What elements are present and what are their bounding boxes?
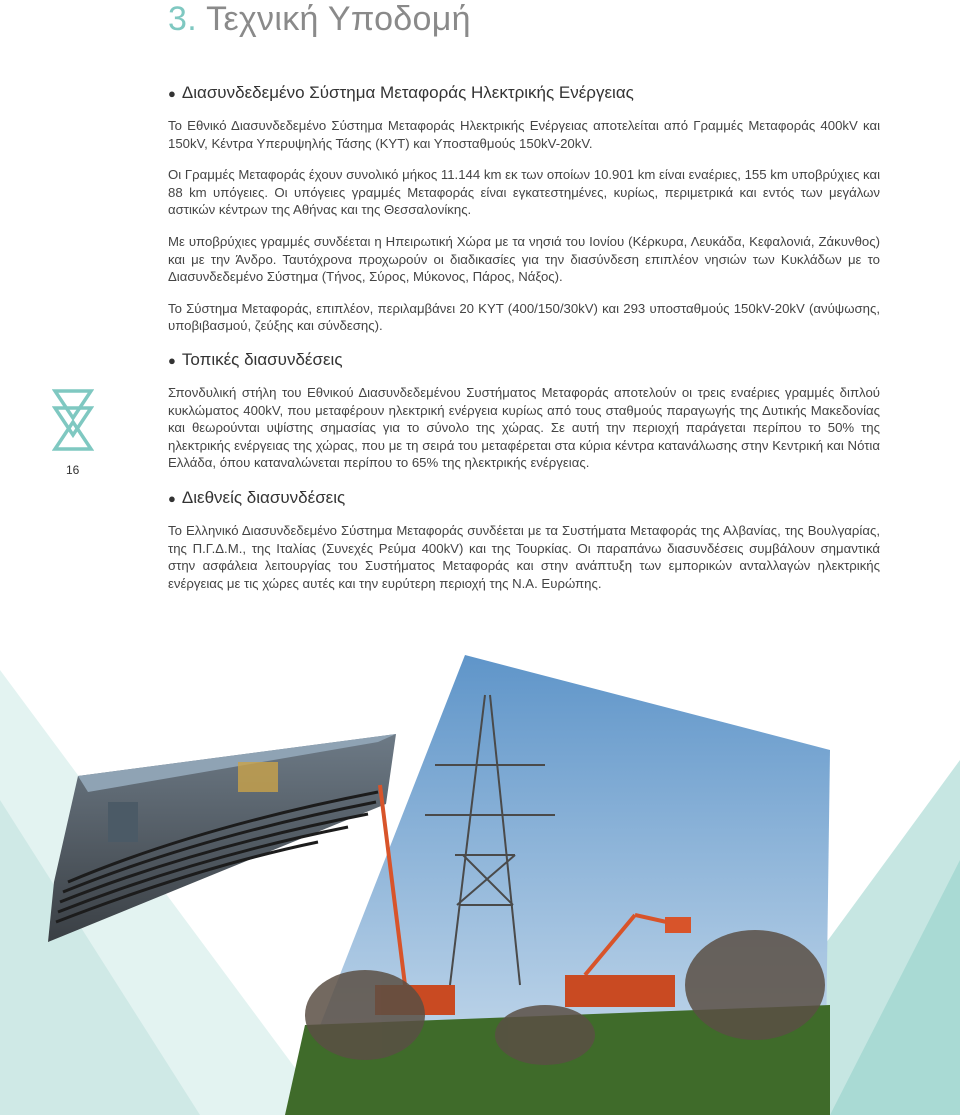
title-number: 3. <box>168 0 197 38</box>
section-local-interconnections <box>168 349 880 486</box>
section-heading <box>168 82 880 105</box>
paragraph: Σπονδυλική στήλη του Εθνικού Διασυνδεδεμένου Συστήματος Μεταφοράς αποτελούν οι τρεις εναέριες γραμμές διπλού κυκλώματος 400kV, που μεταφέρουν ηλεκτρική ενέργεια κυρίως από τους σταθμούς παραγωγής της Δυτικής Μακεδονίας και θεωρούνται υψίστης σημασίας για το σύνολο της χώρας. Σε αυτή την περιοχή παράγεται περίπου το 50% της ηλεκτρικής ενέργειας της χώρας, που με τη σειρά του μεταφέρεται στα κύρια κέντρα κατανάλωσης στην Κεντρική και Νότια Ελλάδα, όπου καταναλώνεται περίπου το 65% της ηλεκτρικής ενέργειας. <box>168 385 880 471</box>
heading-text: Τοπικές διασυνδέσεις <box>181 350 343 369</box>
section-heading <box>168 487 880 510</box>
page-number: 16 <box>66 463 80 477</box>
page-title <box>168 0 471 39</box>
paragraph: Το Εθνικό Διασυνδεδεμένο Σύστημα Μεταφοράς Ηλεκτρικής Ενέργειας αποτελείται από Γραμμές Μεταφοράς 400kV και 150kV, Κέντρα Υπερυψηλής Τάσης (ΚΥΤ) και Υποσταθμούς 150kV-20kV. <box>168 118 880 151</box>
heading-text: Διασυνδεδεμένο Σύστημα Μεταφοράς Ηλεκτρικής Ενέργειας <box>181 83 634 102</box>
bullet-icon: ● <box>168 86 176 101</box>
title-text: Τεχνική Υποδομή <box>206 0 471 38</box>
bullet-icon: ● <box>168 491 176 506</box>
section-heading <box>168 349 880 372</box>
heading-text: Διεθνείς διασυνδέσεις <box>181 488 346 507</box>
paragraph: Το Σύστημα Μεταφοράς, επιπλέον, περιλαμβάνει 20 ΚΥΤ (400/150/30kV) και 293 υποσταθμούς 150kV-20kV (ανύψωσης, υποβιβασμού, ζεύξης και σύνδεσης). <box>168 300 880 334</box>
bullet-icon: ● <box>168 353 176 368</box>
paragraph: Το Ελληνικό Διασυνδεδεμένο Σύστημα Μεταφοράς συνδέεται με τα Συστήματα Μεταφοράς της Αλβανίας, της Βουλγαρίας, της Π.Γ.Δ.Μ., της Ιταλίας (Συνεχές Ρεύμα 400kV) και της Τουρκίας. Οι παραπάνω διασυνδέσεις συμβάλουν σημαντικά στην ασφάλεια λειτουργίας του Συστήματος Μεταφοράς και στην ανάπτυξη των εμπορικών ανταλλαγών ηλεκτρικής ενέργειας με τις χώρες αυτές και την ευρύτερη περιοχή της Ν.Α. Ευρώπης. <box>168 523 880 591</box>
paragraph: Οι Γραμμές Μεταφοράς έχουν συνολικό μήκος 11.144 km εκ των οποίων 10.901 km είναι εναέριες, 155 km υποβρύχιες και 88 km υπόγειες. Οι υπόγειες γραμμές Μεταφοράς είναι εγκατεστημένες, κυρίως, περιμετρικά και εντός των μεγάλων αστικών κέντρων της Αθήνας και της Θεσσαλονίκης. <box>168 167 880 218</box>
transmission-tower-photo <box>285 655 830 1115</box>
section-international-interconnections <box>168 487 880 606</box>
section-transmission-system <box>168 82 880 349</box>
paragraph: Με υποβρύχιες γραμμές συνδέεται η Ηπειρωτική Χώρα με τα νησιά του Ιονίου (Κέρκυρα, Λευκάδα, Κεφαλονιά, Ζάκυνθος) και με την Άνδρο. Ταυτόχρονα προχωρούν οι διαδικασίες για την διασύνδεση επιπλέον νησιών των Κυκλάδων με το Διασυνδεδεμένο Σύστημα (Τήνος, Σύρος, Μύκονος, Πάρος, Νάξος). <box>168 233 880 285</box>
company-logo-icon <box>52 388 94 452</box>
